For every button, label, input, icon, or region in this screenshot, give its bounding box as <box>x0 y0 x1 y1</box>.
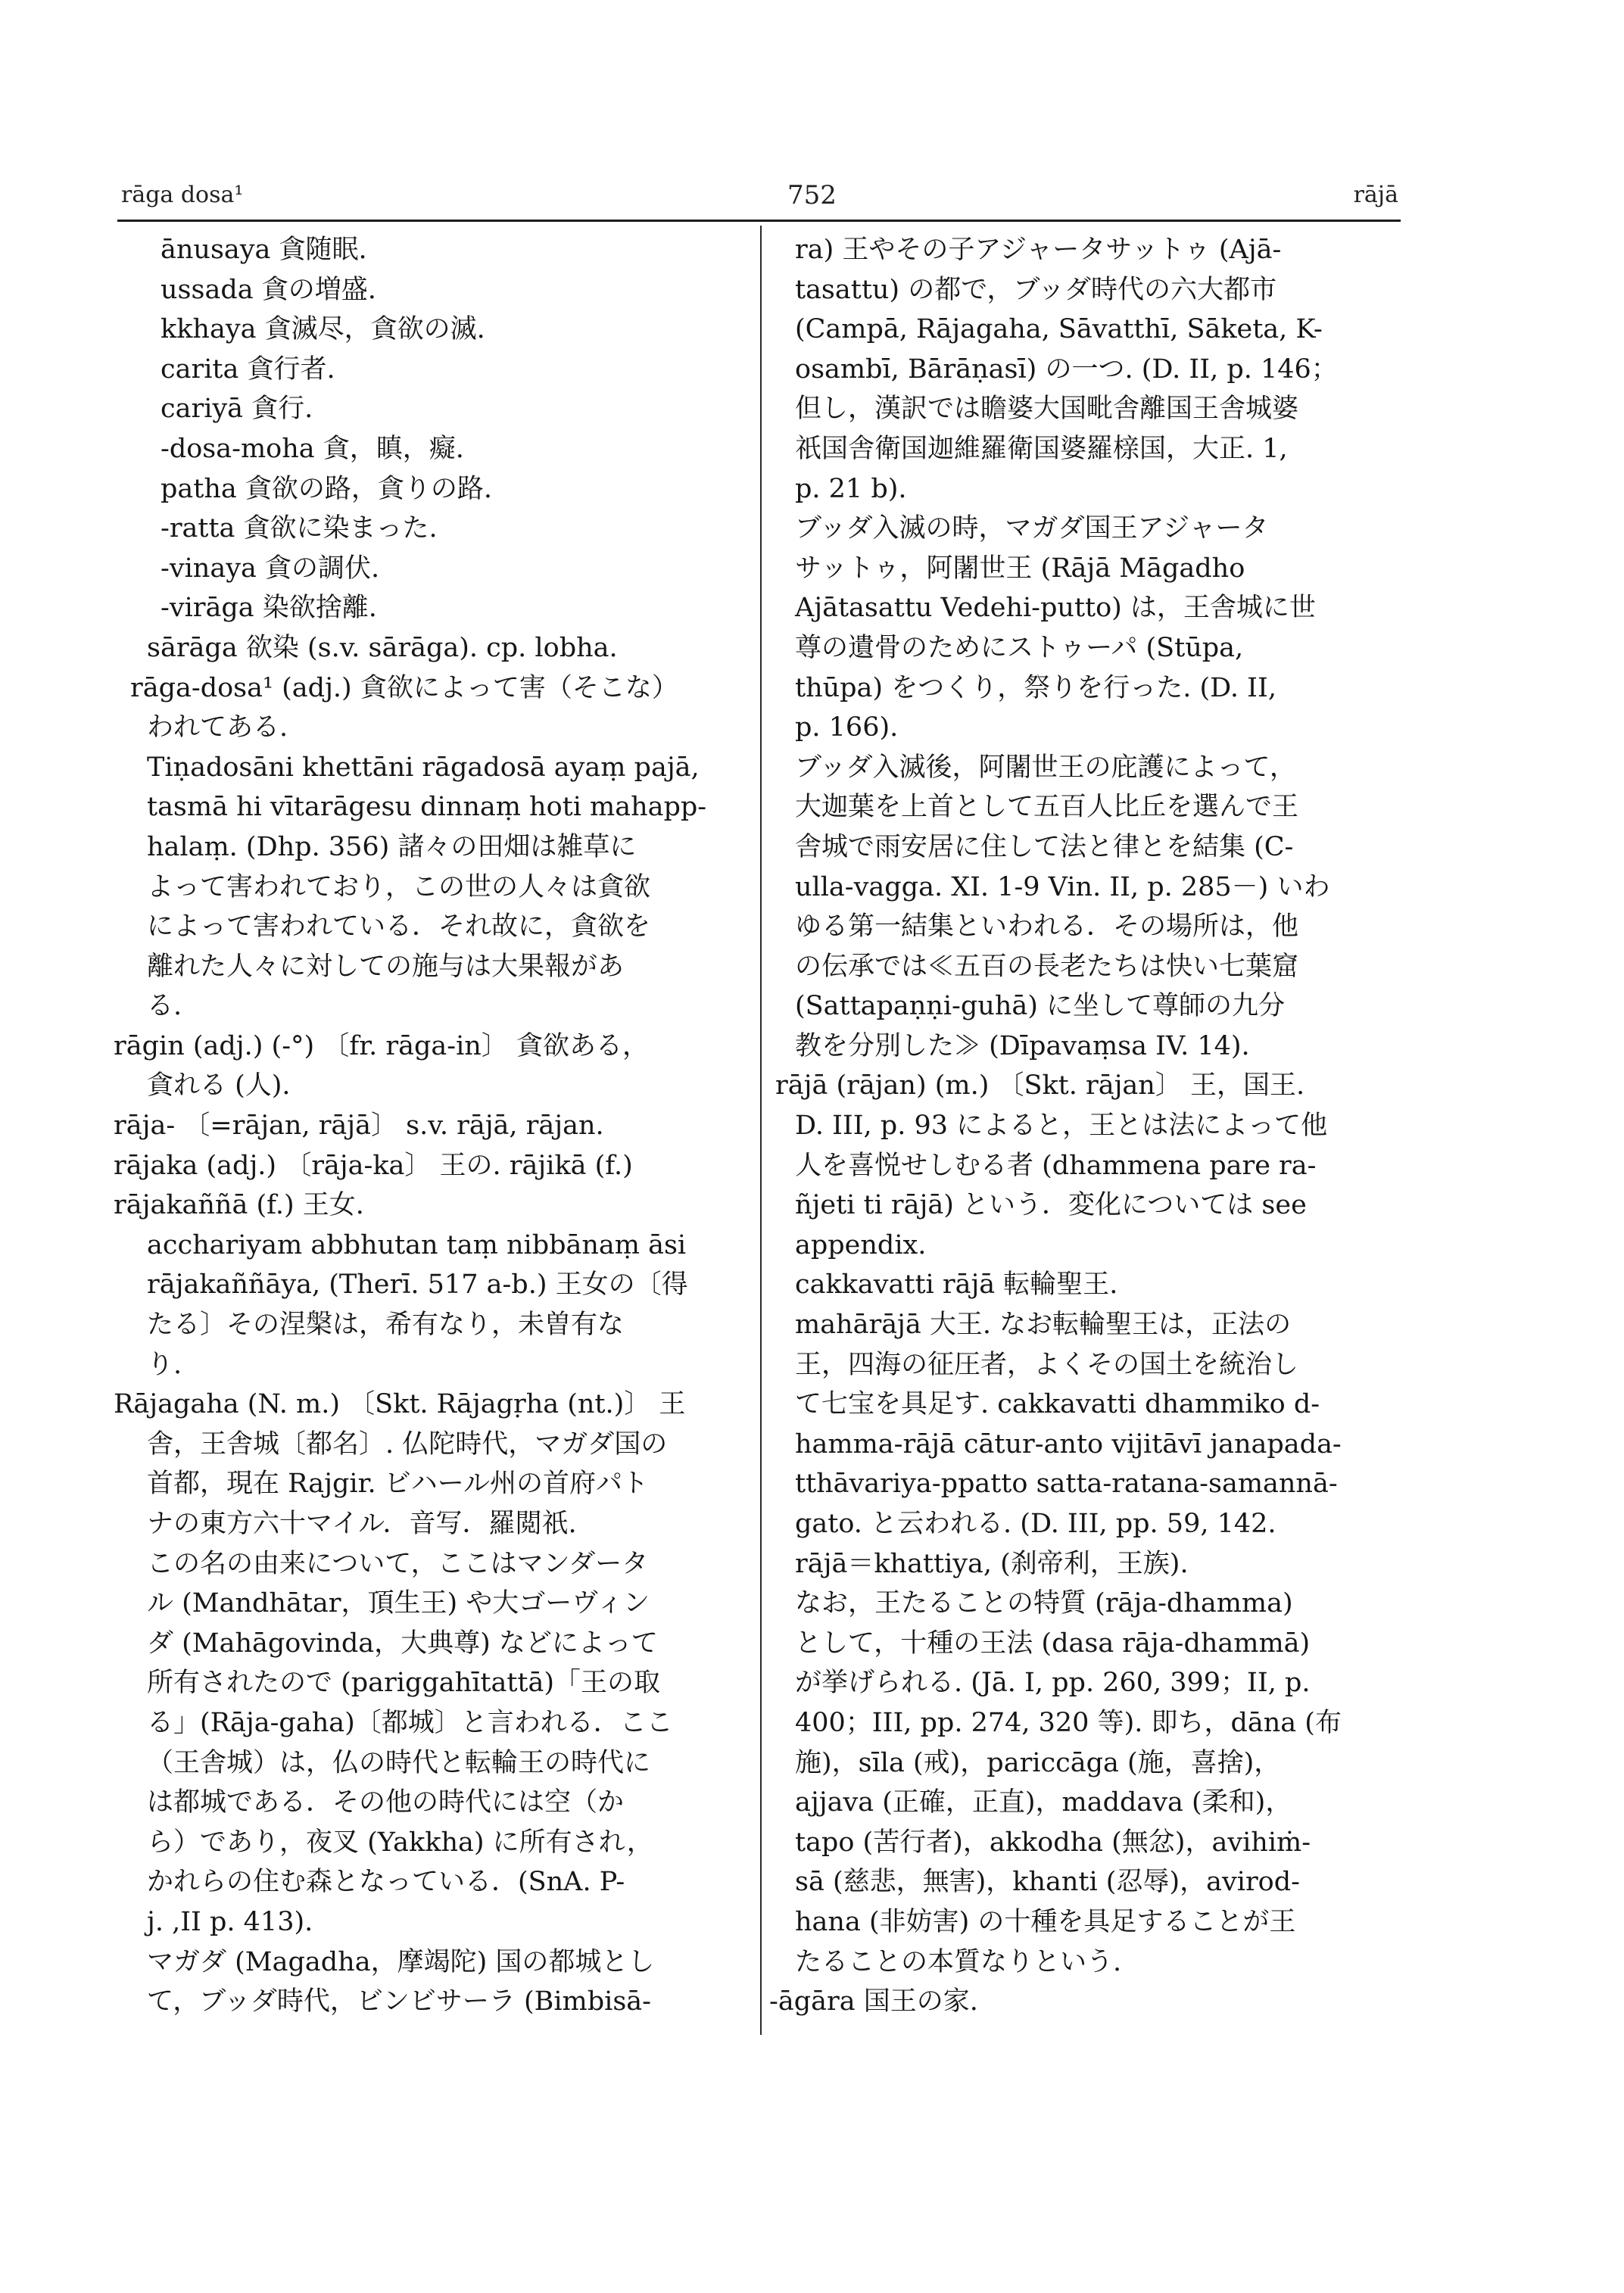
text-line: tasmā hi vītarāgesu dinnaṃ hoti mahapp- <box>147 792 707 823</box>
text-line: り. <box>147 1349 182 1380</box>
text-line: osambī, Bārāṇasī) の一つ. (D. II, p. 146； <box>795 354 1338 385</box>
text-line: よって害われており，この世の人々は貪欲 <box>147 871 651 902</box>
text-line: rājā＝khattiya, (刹帝利，王族). <box>795 1548 1189 1579</box>
text-line: 大迦葉を上首として五百人比丘を選んで王 <box>795 792 1299 823</box>
text-line: 人を喜悦せしむる者 (dhammena pare ra- <box>795 1150 1317 1181</box>
text-line: 首都，現在 Rajgir. ビハール州の首府パト <box>147 1469 649 1500</box>
text-line: tapo (苦行者)，akkodha (無忿)，avihiṁ- <box>795 1827 1311 1858</box>
text-line: 舎城で雨安居に住して法と律とを結集 (C- <box>795 831 1294 862</box>
text-line: の伝承では≪五百の長老たちは快い七葉窟 <box>795 951 1299 982</box>
text-line: たる〕その涅槃は，希有なり，未曽有な <box>147 1310 625 1341</box>
text-line: 但し，漢訳では瞻婆大国毗舎離国王舎城婆 <box>795 394 1299 425</box>
text-line: なお，王たることの特質 (rāja-dhamma) <box>795 1588 1293 1619</box>
text-line: p. 21 b). <box>795 473 907 504</box>
text-line: -dosa-moha 貪，瞋，癡. <box>161 433 464 464</box>
text-line: サットゥ，阿闍世王 (Rājā Māgadho <box>795 553 1245 584</box>
text-line: carita 貪行者. <box>161 354 335 385</box>
text-line: D. III, p. 93 によると，王とは法によって他 <box>795 1111 1328 1142</box>
text-line: ブッダ入滅の時，マガダ国王アジャータ <box>795 513 1269 544</box>
text-line: cariyā 貪行. <box>161 394 313 425</box>
column-divider <box>760 226 762 2035</box>
text-line: る」(Rāja-gaha)〔都城〕と言われる．ここ <box>147 1707 673 1738</box>
text-line: j. ,II p. 413). <box>147 1906 313 1937</box>
text-line: ブッダ入滅後，阿闍世王の庇護によって， <box>795 752 1296 783</box>
text-line: rājakaññāya, (Therī. 517 a-b.) 王女の〔得 <box>147 1270 688 1301</box>
running-head-left: rāga dosa¹ <box>121 182 244 208</box>
text-line: tasattu) の都で，ブッダ時代の六大都市 <box>795 274 1277 305</box>
text-line: ulla-vagga. XI. 1-9 Vin. II, p. 285－) いわ <box>795 871 1330 902</box>
text-line: ānusaya 貪随眠. <box>161 235 367 265</box>
text-line: が挙げられる. (Jā. I, pp. 260, 399；II, p. <box>795 1668 1311 1699</box>
text-line: われてある. <box>147 712 288 743</box>
text-line: る. <box>147 991 182 1022</box>
text-line: -ratta 貪欲に染まった. <box>161 513 438 544</box>
running-head-right: rājā <box>1353 182 1398 208</box>
text-line: によって害われている．それ故に，貪欲を <box>147 911 651 942</box>
text-line: acchariyam abbhutan taṃ nibbānaṃ āsi <box>147 1229 687 1260</box>
text-line: ル (Mandhātar，頂生王) や大ゴーヴィン <box>147 1588 650 1619</box>
text-line: cakkavatti rājā 転輪聖王. <box>795 1270 1118 1301</box>
text-line: rājakaññā (f.) 王女. <box>114 1190 364 1221</box>
text-line: かれらの住む森となっている．(SnA. P- <box>147 1867 625 1898</box>
text-line: Rājagaha (N. m.) 〔Skt. Rājagṛha (nt.)〕 王 <box>114 1389 686 1420</box>
text-line: patha 貪欲の路，貪りの路. <box>161 473 492 504</box>
text-line: rājaka (adj.) 〔rāja-ka〕 王の. rājikā (f.) <box>114 1150 633 1181</box>
text-line: 祇国舎衛国迦維羅衛国婆羅榇国，大正. 1, <box>795 433 1288 464</box>
text-line: ussada 貪の増盛. <box>161 274 376 305</box>
text-line: 舎，王舎城〔都名〕. 仏陀時代，マガダ国の <box>147 1428 668 1460</box>
text-line: hamma-rājā cātur-anto vijitāvī janapada- <box>795 1428 1342 1460</box>
text-line: rājā (rājan) (m.) 〔Skt. rājan〕 王，国王. <box>775 1070 1305 1101</box>
text-line: p. 166). <box>795 712 899 743</box>
text-line: 尊の遺骨のためにストゥーパ (Stūpa, <box>795 632 1244 663</box>
text-line: -āgāra 国王の家. <box>769 1986 978 2017</box>
text-line: tthāvariya-ppatto satta-ratana-samannā- <box>795 1469 1338 1500</box>
text-line: 施)，sīla (戒)，pariccāga (施，喜捨)， <box>795 1747 1281 1778</box>
text-line: て七宝を具足す. cakkavatti dhammiko d- <box>795 1389 1320 1420</box>
text-line: ajjava (正確，正直)，maddava (柔和)， <box>795 1787 1292 1818</box>
text-line: mahārājā 大王. なお転輪聖王は，正法の <box>795 1310 1292 1341</box>
left-column <box>114 230 740 2022</box>
text-line: この名の由来について，ここはマンダータ <box>147 1548 649 1579</box>
text-line: halaṃ. (Dhp. 356) 諸々の田畑は雑草に <box>147 831 637 862</box>
header-rule <box>117 220 1401 222</box>
text-line: ゆる第一結集といわれる．その場所は，他 <box>795 911 1299 942</box>
text-line: sārāga 欲染 (s.v. sārāga). cp. lobha. <box>147 632 618 663</box>
text-line: Tiṇadosāni khettāni rāgadosā ayaṃ pajā, <box>147 752 700 783</box>
text-line: -vinaya 貪の調伏. <box>161 553 380 584</box>
text-line: thūpa) をつくり，祭りを行った. (D. II, <box>795 672 1276 703</box>
text-line: たることの本質なりという. <box>795 1946 1122 1977</box>
text-line: -virāga 染欲捨離. <box>161 593 377 624</box>
page-number: 752 <box>787 180 837 210</box>
text-line: rāja- 〔=rājan, rājā〕 s.v. rājā, rājan. <box>114 1111 604 1142</box>
text-line: Ajātasattu Vedehi-putto) は，王舎城に世 <box>795 593 1316 624</box>
text-line: (Campā, Rājagaha, Sāvatthī, Sāketa, K- <box>795 314 1323 345</box>
text-line: kkhaya 貪滅尽，貪欲の滅. <box>161 314 485 345</box>
text-line: (Sattapaṇṇi-guhā) に坐して尊師の九分 <box>795 991 1286 1022</box>
text-line: ら）であり，夜叉 (Yakkha) に所有され， <box>147 1827 653 1858</box>
text-line: て，ブッダ時代，ビンビサーラ (Bimbisā- <box>147 1986 651 2017</box>
text-line: ダ (Mahāgovinda，大典尊) などによって <box>147 1628 658 1659</box>
text-line: 王，四海の征圧者，よくその国土を統治し <box>795 1349 1299 1380</box>
text-line: gato. と云われる. (D. III, pp. 59, 142. <box>795 1509 1276 1539</box>
text-line: 離れた人々に対しての施与は大果報があ <box>147 951 625 982</box>
text-line: ナの東方六十マイル．音写．羅閲祇. <box>147 1509 577 1539</box>
text-line: 400；III, pp. 274, 320 等). 即ち，dāna (布 <box>795 1707 1342 1738</box>
text-line: 教を分別した≫ (Dīpavaṃsa IV. 14). <box>795 1030 1250 1061</box>
text-line: appendix. <box>795 1229 927 1260</box>
text-line: hana (非妨害) の十種を具足することが王 <box>795 1906 1296 1937</box>
text-line: 所有されたので (pariggahītattā)「王の取 <box>147 1668 660 1699</box>
right-column <box>768 230 1404 2022</box>
text-line: （王舎城）は，仏の時代と転輪王の時代に <box>147 1747 651 1778</box>
text-line: rāgin (adj.) (-°) 〔fr. rāga-in〕 貪欲ある， <box>114 1030 649 1061</box>
text-line: 貪れる (人). <box>147 1070 291 1101</box>
text-line: sā (慈悲，無害)，khanti (忍辱)，avirod- <box>795 1867 1300 1898</box>
text-line: マガダ (Magadha，摩竭陀) 国の都城とし <box>147 1946 655 1977</box>
text-line: ra) 王やその子アジャータサットゥ (Ajā- <box>795 235 1282 265</box>
text-line: rāga-dosa¹ (adj.) 貪欲によって害（そこな） <box>130 672 678 703</box>
text-line: ñjeti ti rājā) という．変化については see <box>795 1190 1307 1221</box>
text-line: として，十種の王法 (dasa rāja-dhammā) <box>795 1628 1311 1659</box>
text-line: は都城である．その他の時代には空（か <box>147 1787 625 1818</box>
